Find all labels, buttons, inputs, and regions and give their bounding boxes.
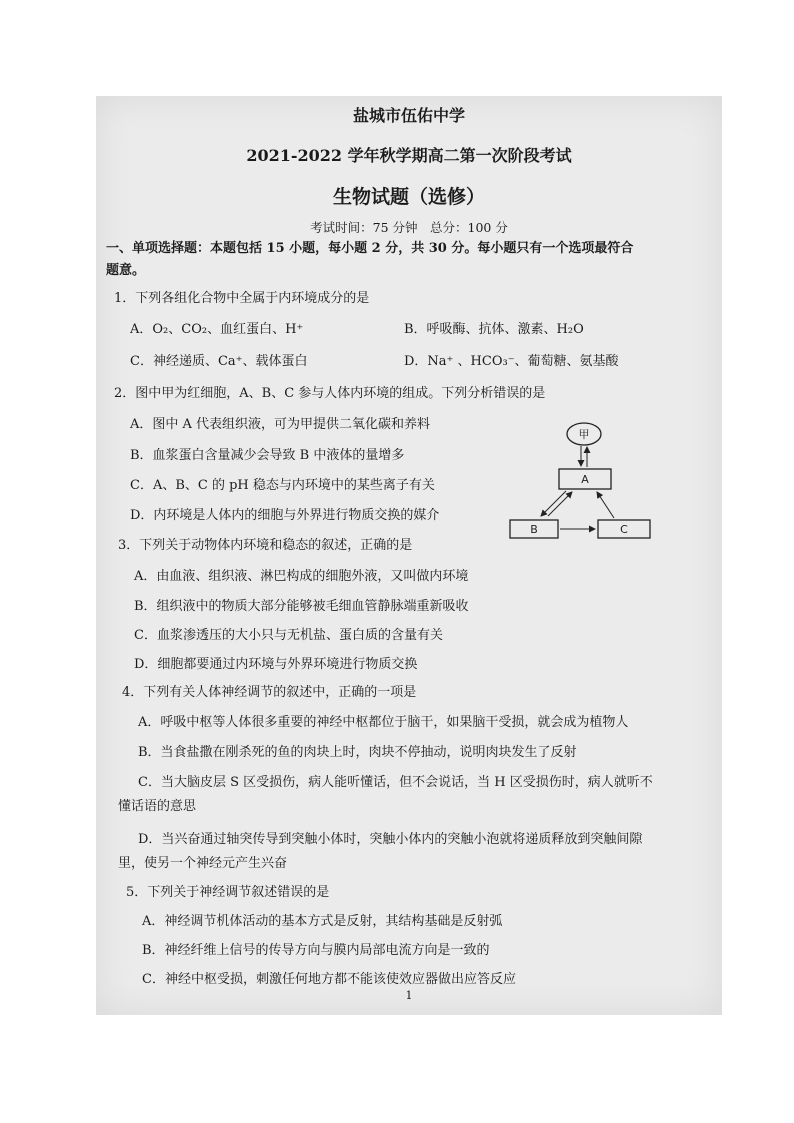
arrow-c-to-a bbox=[597, 492, 614, 518]
question-3-option-a: A．由血液、组织液、淋巴构成的细胞外液，又叫做内环境 bbox=[134, 569, 469, 584]
question-1-stem: 1．下列各组化合物中全属于内环境成分的是 bbox=[114, 291, 370, 306]
question-5-stem: 5．下列关于神经调节叙述错误的是 bbox=[126, 885, 330, 900]
question-3-stem: 3．下列关于动物体内环境和稳态的叙述，正确的是 bbox=[118, 538, 413, 553]
question-4-option-c-line2: 懂话语的意思 bbox=[118, 799, 197, 814]
question-1-option-d: D．Na⁺ 、HCO₃⁻、葡萄糖、氨基酸 bbox=[404, 354, 619, 369]
label-b: B bbox=[530, 523, 538, 536]
label-a: A bbox=[581, 473, 589, 486]
page-number: 1 bbox=[405, 989, 413, 1002]
question-2-stem: 2．图中甲为红细胞，A、B、C 参与人体内环境的组成。下列分析错误的是 bbox=[114, 386, 546, 401]
question-4-option-d-line2: 里，使另一个神经元产生兴奋 bbox=[118, 856, 288, 871]
question-3-option-d: D．细胞都要通过内环境与外界环境进行物质交换 bbox=[134, 657, 418, 672]
question-2-option-a: A．图中 A 代表组织液，可为甲提供二氧化碳和养料 bbox=[130, 417, 431, 432]
question-4-option-b: B．当食盐撒在刚杀死的鱼的肉块上时，肉块不停抽动，说明肉块发生了反射 bbox=[138, 745, 577, 760]
question-5-option-c: C．神经中枢受损，刺激任何地方都不能该使效应器做出应答反应 bbox=[142, 972, 516, 987]
question-1-option-c: C．神经递质、Ca⁺、载体蛋白 bbox=[130, 354, 308, 369]
question-4-stem: 4．下列有关人体神经调节的叙述中，正确的一项是 bbox=[122, 685, 417, 700]
question-1-option-a: A．O₂、CO₂、血红蛋白、H⁺ bbox=[130, 322, 304, 337]
question-3-option-b: B．组织液中的物质大部分能够被毛细血管静脉端重新吸收 bbox=[134, 599, 469, 614]
question-4-option-c-line1: C．当大脑皮层 S 区受损伤，病人能听懂话，但不会说话，当 H 区受损伤时，病人就听不 bbox=[138, 775, 653, 790]
section-heading-line1: 一、单项选择题：本题包括 15 小题，每小题 2 分，共 30 分。每小题只有一个选项最符合 bbox=[106, 241, 634, 256]
question-4-option-d-line1: D．当兴奋通过轴突传导到突触小体时，突触小体内的突触小泡就将递质释放到突触间隙 bbox=[138, 832, 643, 847]
question-5-option-a: A．神经调节机体活动的基本方式是反射，其结构基础是反射弧 bbox=[142, 914, 503, 929]
label-c: C bbox=[620, 523, 628, 536]
question-1-option-b: B．呼吸酶、抗体、激素、H₂O bbox=[404, 322, 584, 337]
question-2-option-c: C．A、B、C 的 pH 稳态与内环境中的某些离子有关 bbox=[130, 478, 435, 493]
question-2-option-b: B．血浆蛋白含量减少会导致 B 中液体的量增多 bbox=[130, 448, 405, 463]
section-heading-line2: 题意。 bbox=[106, 263, 146, 278]
school-name: 盐城市伍佑中学 bbox=[352, 106, 465, 125]
subject-title: 生物试题（选修） bbox=[332, 186, 485, 208]
exam-title: 2021-2022 学年秋学期高二第一次阶段考试 bbox=[246, 146, 572, 165]
arrow-b-to-a bbox=[548, 492, 572, 516]
arrow-a-to-b bbox=[541, 491, 566, 516]
question-5-option-b: B．神经纤维上信号的传导方向与膜内局部电流方向是一致的 bbox=[142, 943, 490, 958]
exam-sheet bbox=[96, 96, 722, 1015]
question-2-option-d: D．内环境是人体内的细胞与外界进行物质交换的媒介 bbox=[130, 508, 440, 523]
exam-meta: 考试时间：75 分钟 总分：100 分 bbox=[310, 220, 508, 235]
question-4-option-a: A．呼吸中枢等人体很多重要的神经中枢都位于脑干，如果脑干受损，就会成为植物人 bbox=[138, 715, 629, 730]
body-fluid-diagram bbox=[504, 422, 654, 542]
question-3-option-c: C．血浆渗透压的大小只与无机盐、蛋白质的含量有关 bbox=[134, 628, 443, 643]
label-jia: 甲 bbox=[578, 428, 590, 441]
